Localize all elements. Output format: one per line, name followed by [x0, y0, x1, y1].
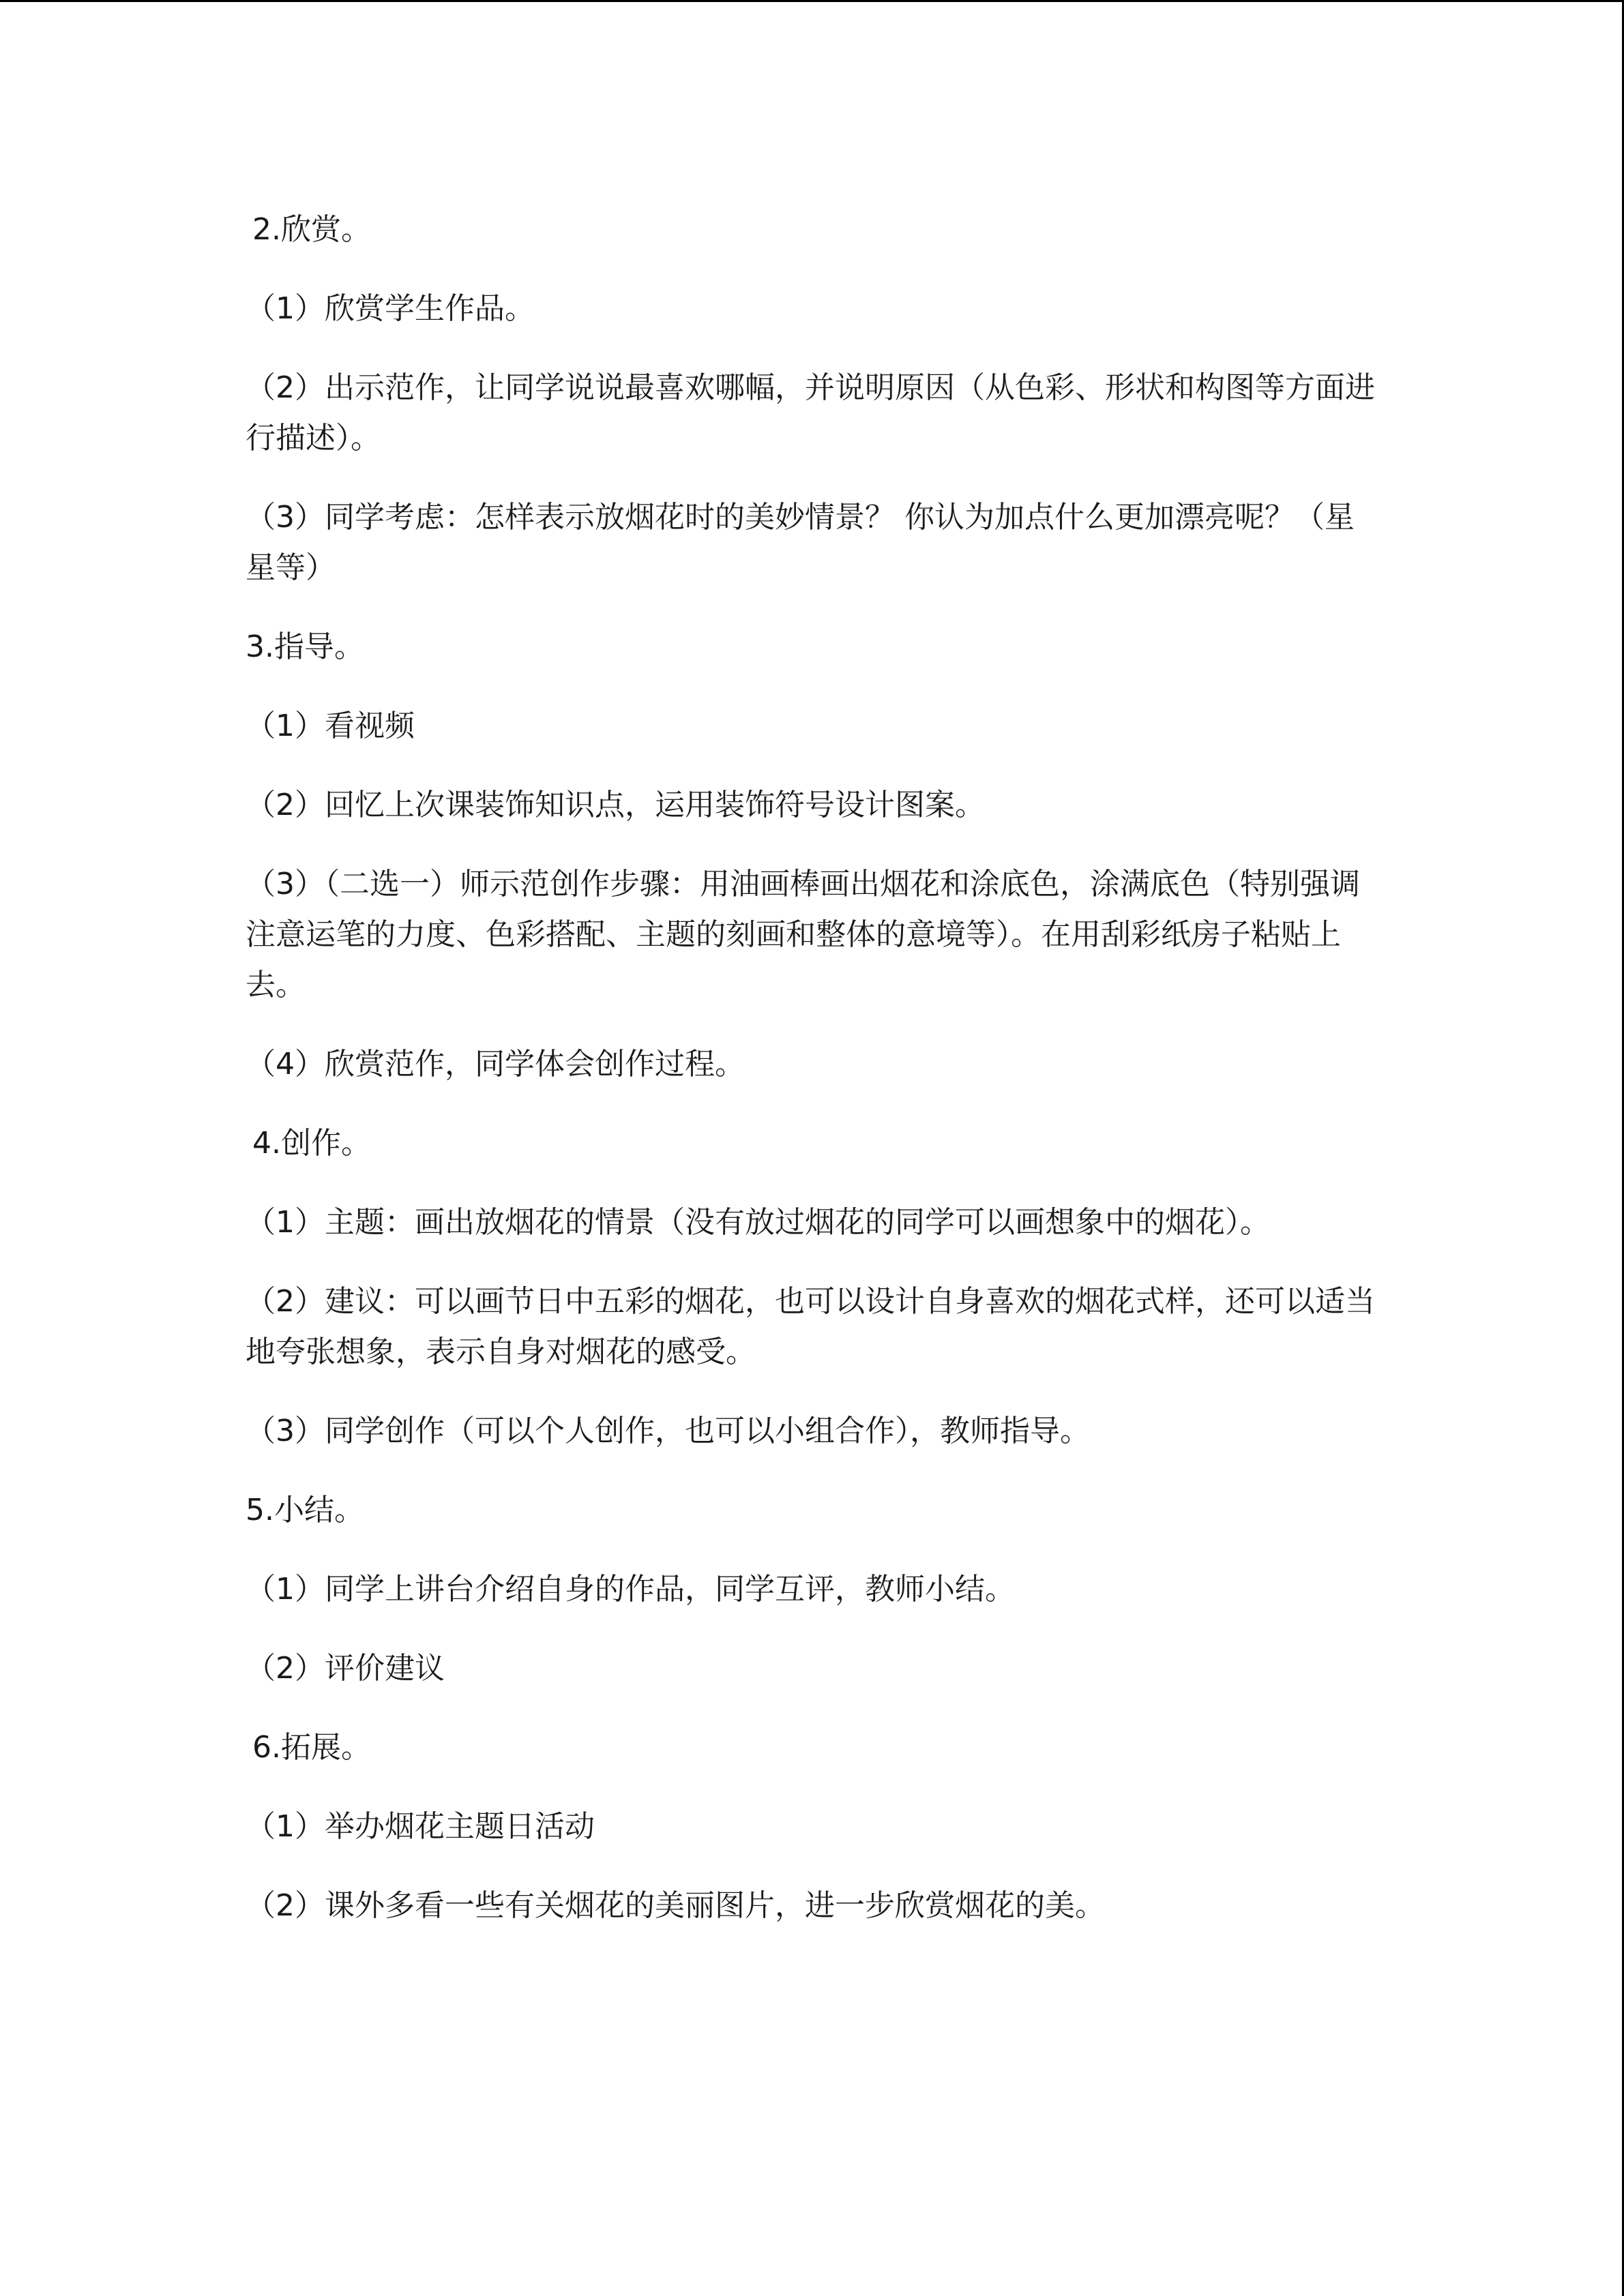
section-5-heading: 5.小结。 [246, 1493, 364, 1527]
section-5-item-1: （1）同学上讲台介绍自身的作品，同学互评，教师小结。 [246, 1572, 1015, 1607]
section-6-item-1: （1）举办烟花主题日活动 [246, 1809, 595, 1844]
document-body [246, 205, 1378, 1960]
section-2-item-2: （2）出示范作，让同学说说最喜欢哪幅，并说明原因（从色彩、形状和构图等方面进行描述）。 [246, 370, 1375, 456]
section-2-heading: 2.欣赏。 [252, 212, 371, 247]
section-6-item-2: （2）课外多看一些有关烟花的美丽图片，进一步欣赏烟花的美。 [246, 1888, 1105, 1923]
section-4-item-3: （3）同学创作（可以个人创作，也可以小组合作），教师指导。 [246, 1414, 1090, 1448]
section-4-item-2: （2）建议：可以画节日中五彩的烟花，也可以设计自身喜欢的烟花式样，还可以适当地夸张想象，表示自身对烟花的感受。 [246, 1284, 1375, 1369]
section-3-item-1: （1）看视频 [246, 709, 415, 743]
page-border-top [0, 0, 1624, 2]
section-4-item-1: （1）主题：画出放烟花的情景（没有放过烟花的同学可以画想象中的烟花）。 [246, 1205, 1270, 1240]
section-2-item-3: （3）同学考虑：怎样表示放烟花时的美妙情景？ 你认为加点什么更加漂亮呢？（星星等） [246, 500, 1355, 585]
section-3-item-2: （2）回忆上次课装饰知识点，运用装饰符号设计图案。 [246, 788, 985, 822]
section-3-item-3: （3）（二选一）师示范创作步骤：用油画棒画出烟花和涂底色，涂满底色（特别强调注意运笔的力度、色彩搭配、主题的刻画和整体的意境等）。在用刮彩纸房子粘贴上去。 [246, 867, 1360, 1002]
section-5-item-2: （2）评价建议 [246, 1651, 445, 1686]
section-4-heading: 4.创作。 [252, 1126, 371, 1161]
section-2-item-1: （1）欣赏学生作品。 [246, 291, 535, 326]
section-6-heading: 6.拓展。 [252, 1730, 371, 1765]
section-3-heading: 3.指导。 [246, 629, 364, 664]
section-3-item-4: （4）欣赏范作，同学体会创作过程。 [246, 1047, 745, 1082]
